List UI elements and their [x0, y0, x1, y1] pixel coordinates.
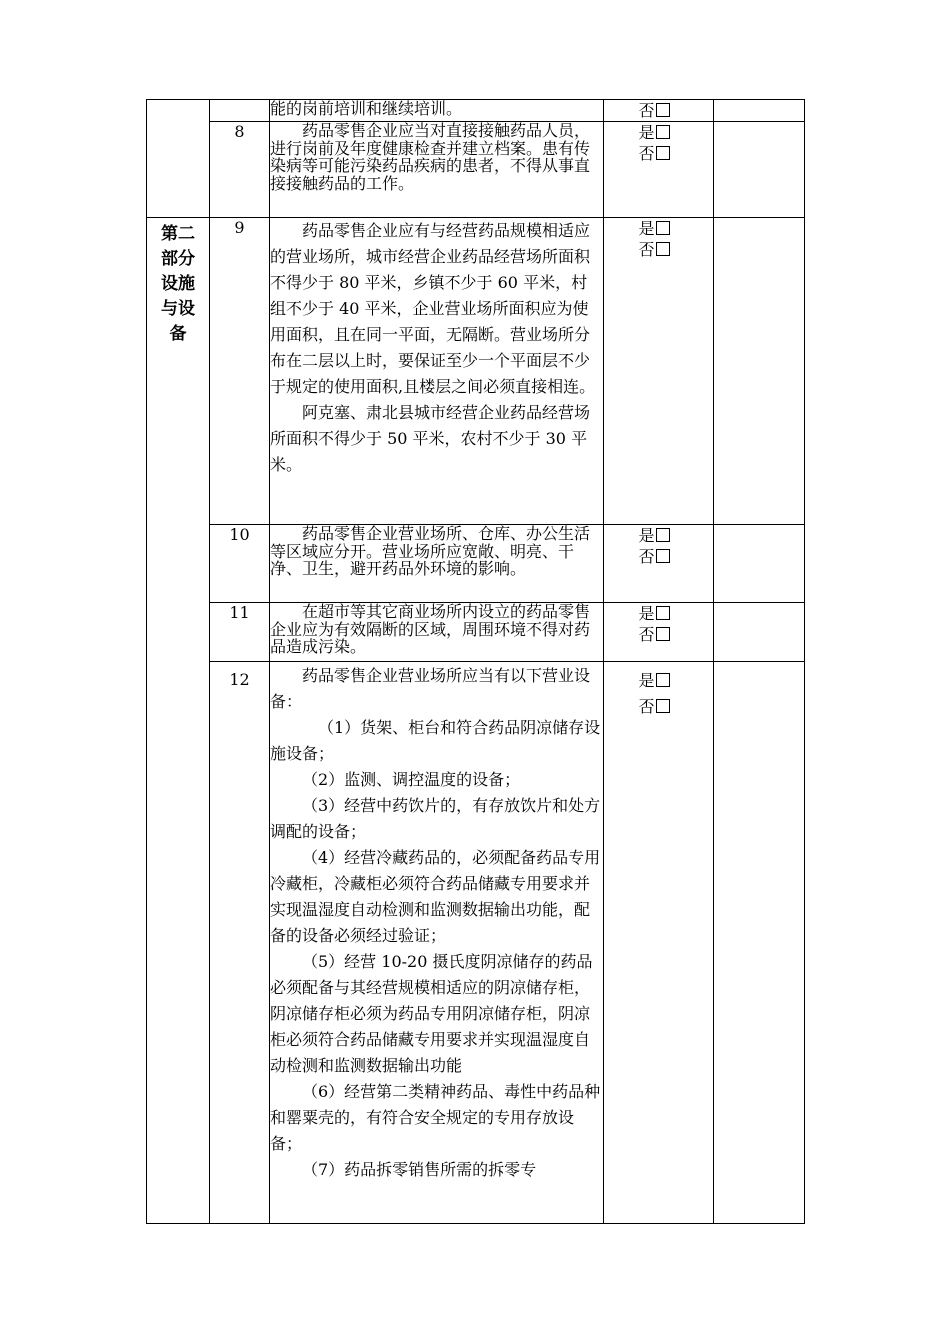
item-text: 药品零售企业营业场所、仓库、办公生活等区域应分开。营业场所应宽敞、明亮、干净、卫生，避开药品外环境的影响。 [270, 524, 591, 578]
remarks-cell [714, 100, 805, 122]
item-text-cell [270, 122, 604, 218]
table-row [147, 525, 805, 603]
check-cell [604, 100, 714, 122]
item-text: 阿克塞、肃北县城市经营企业药品经营场所面积不得少于 50 平米，农村不少于 30 平米。 [270, 403, 591, 474]
no-checkbox[interactable]: 否 [639, 143, 679, 164]
item-text-cell [270, 100, 604, 122]
remarks-cell [714, 218, 805, 525]
no-checkbox[interactable]: 否 [639, 624, 679, 645]
section-label: 第二部分设施与设备 [161, 224, 195, 344]
checkbox-square-icon [656, 627, 670, 641]
checkbox-square-icon [656, 699, 670, 713]
item-text: 药品零售企业应当对直接接触药品人员，进行岗前及年度健康检查并建立档案。患有传染病等可能污染药品疾病的患者，不得从事直接接触药品的工作。 [270, 121, 591, 193]
item-text: （5）经营 10-20 摄氏度阴凉储存的药品必须配备与其经营规模相适应的阴凉储存柜，阴凉储存柜必须为药品专用阴凉储存柜，阴凉柜必须符合药品储藏专用要求并实现温湿度自动检测和监测数据输出功能 [270, 952, 593, 1075]
item-number: 11 [210, 603, 270, 662]
table-row [147, 218, 805, 525]
item-text-cell [270, 603, 604, 662]
inspection-table [146, 99, 805, 1224]
item-number: 8 [210, 122, 270, 218]
yes-checkbox[interactable]: 是 [639, 525, 679, 546]
item-text: （3）经营中药饮片的，有存放饮片和处方调配的设备； [270, 796, 601, 841]
item-text: 能的岗前培训和继续培训。 [270, 99, 463, 118]
item-text: 药品零售企业应有与经营药品规模相适应的营业场所，城市经营企业药品经营场所面积不得少于 80 平米，乡镇不少于 60 平米，村组不少于 40 平米，企业营业场所面积应为使用面积，且在同一平面，无隔断。营业场所分布在二层以上时，要保证至少一个平面层不少于规定的使用面积,且楼层之间必须直接相连。 [270, 221, 596, 396]
item-text: （6）经营第二类精神药品、毒性中药品种和罂粟壳的，有符合安全规定的专用存放设备； [270, 1082, 601, 1153]
table-row [147, 122, 805, 218]
section-cell-empty [147, 100, 210, 218]
remarks-cell [714, 122, 805, 218]
checkbox-square-icon [656, 242, 670, 256]
checkbox-square-icon [656, 146, 670, 160]
checkbox-square-icon [656, 125, 670, 139]
item-text: （2）监测、调控温度的设备； [302, 770, 521, 789]
yes-checkbox[interactable]: 是 [639, 668, 679, 694]
checkbox-square-icon [656, 528, 670, 542]
yes-checkbox[interactable]: 是 [639, 122, 679, 143]
checkbox-square-icon [656, 221, 670, 235]
remarks-cell [714, 603, 805, 662]
remarks-cell [714, 525, 805, 603]
no-checkbox[interactable]: 否 [639, 100, 679, 121]
item-text-cell [270, 662, 604, 1224]
item-text: 在超市等其它商业场所内设立的药品零售企业应为有效隔断的区域，周围环境不得对药品造成污染。 [270, 602, 591, 656]
item-text: （7）药品拆零销售所需的拆零专 [302, 1160, 537, 1179]
checkbox-square-icon [656, 549, 670, 563]
item-text: 药品零售企业营业场所应当有以下营业设备： [270, 666, 591, 711]
item-text: （4）经营冷藏药品的，必须配备药品专用冷藏柜，冷藏柜必须符合药品储藏专用要求并实现温湿度自动检测和监测数据输出功能，配备的设备必须经过验证； [270, 848, 601, 945]
no-checkbox[interactable]: 否 [639, 694, 679, 720]
item-number: 9 [210, 218, 270, 525]
item-text: （1）货架、柜台和符合药品阴凉储存设施设备； [270, 718, 601, 763]
item-number: 12 [210, 662, 270, 1224]
checkbox-square-icon [656, 606, 670, 620]
item-text-cell [270, 218, 604, 525]
item-text-cell [270, 525, 604, 603]
check-cell [604, 218, 714, 525]
check-cell [604, 122, 714, 218]
check-cell [604, 525, 714, 603]
item-number: 10 [210, 525, 270, 603]
item-number-cell [210, 100, 270, 122]
table-row [147, 100, 805, 122]
section-cell [147, 218, 210, 1224]
table-row [147, 662, 805, 1224]
check-cell [604, 603, 714, 662]
table-row [147, 603, 805, 662]
checkbox-square-icon [656, 103, 670, 117]
remarks-cell [714, 662, 805, 1224]
yes-checkbox[interactable]: 是 [639, 218, 679, 239]
check-cell [604, 662, 714, 1224]
no-checkbox[interactable]: 否 [639, 546, 679, 567]
yes-checkbox[interactable]: 是 [639, 603, 679, 624]
checkbox-square-icon [656, 673, 670, 687]
no-checkbox[interactable]: 否 [639, 239, 679, 260]
